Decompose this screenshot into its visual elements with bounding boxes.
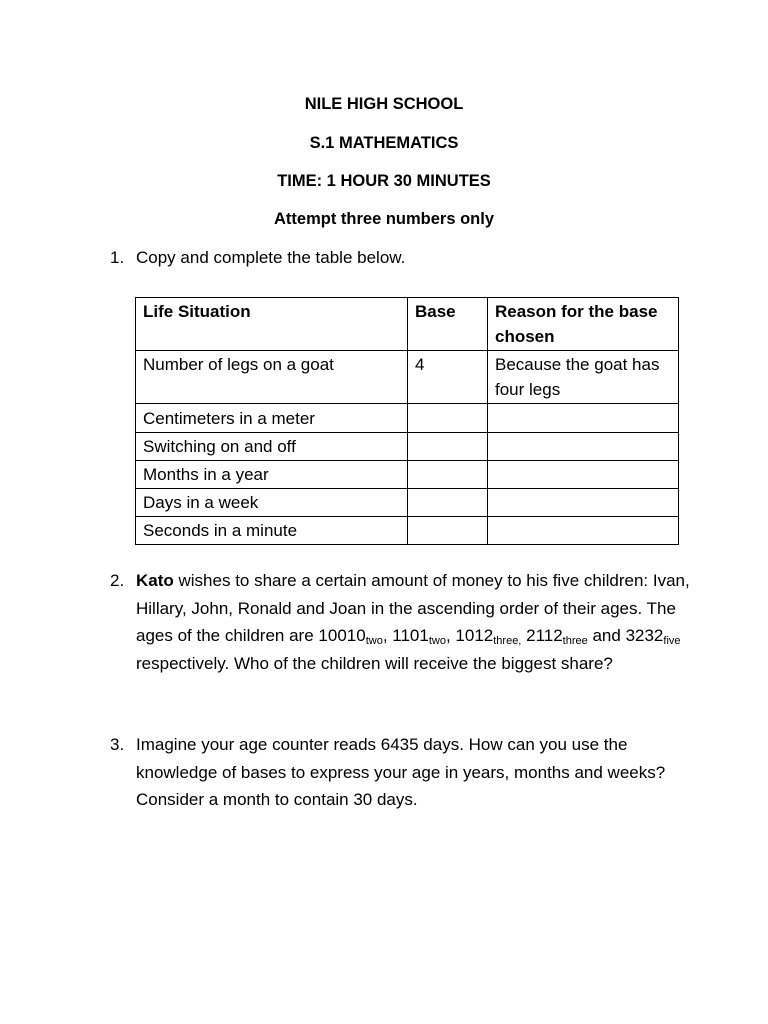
base-subscript: two bbox=[365, 635, 383, 647]
table-header-cell: Base bbox=[408, 298, 488, 351]
table-row bbox=[136, 517, 679, 545]
table-row bbox=[136, 433, 679, 461]
instruction: Attempt three numbers only bbox=[273, 210, 495, 228]
table-row bbox=[136, 404, 679, 433]
question-3 bbox=[110, 731, 690, 814]
age-value: $1101_{two}$ bbox=[392, 626, 446, 647]
question-2 bbox=[110, 567, 690, 677]
question-text bbox=[136, 567, 690, 677]
question-text: Copy and complete the table below. bbox=[136, 248, 406, 267]
question-number: 2. bbox=[110, 571, 125, 590]
table-cell: Seconds in a minute bbox=[136, 517, 408, 545]
table-cell bbox=[488, 404, 679, 433]
table-header-cell: Life Situation bbox=[136, 298, 408, 351]
name-kato: Kato bbox=[136, 571, 174, 590]
question-text-part: respectively. Who of the children will receive the biggest share? bbox=[136, 653, 613, 673]
life-situation-table bbox=[135, 297, 679, 545]
table-row bbox=[136, 489, 679, 517]
table-cell bbox=[408, 461, 488, 489]
question-1 bbox=[110, 244, 690, 272]
table-cell bbox=[408, 489, 488, 517]
table-cell: Switching on and off bbox=[136, 433, 408, 461]
table-cell: Number of legs on a goat bbox=[136, 351, 408, 404]
separator: and bbox=[587, 626, 626, 645]
separator: , bbox=[445, 626, 456, 645]
base-subscript: three, bbox=[493, 635, 522, 647]
table-cell bbox=[488, 461, 679, 489]
table-row bbox=[136, 351, 679, 404]
age-value: $10010_{two}$ bbox=[318, 626, 383, 647]
table-cell: Months in a year bbox=[136, 461, 408, 489]
table-header-row bbox=[136, 298, 679, 351]
question-text: Imagine your age counter reads 6435 days. How can you use the knowledge of bases to express your age in years, months and weeks? bbox=[136, 735, 666, 782]
table-cell bbox=[488, 517, 679, 545]
subject-title: S.1 MATHEMATICS bbox=[309, 134, 459, 152]
table-cell: Because the goat has four legs bbox=[488, 351, 679, 404]
question-number: 1. bbox=[110, 248, 125, 267]
table-cell bbox=[488, 489, 679, 517]
question-text-part: wishes to share a certain amount of money to his five children: Ivan, Hillary, John, Ronald and Joan in the ascending order of their ages. The ages of the children are bbox=[136, 571, 690, 645]
table-cell bbox=[488, 433, 679, 461]
table-header-cell: Reason for the base chosen bbox=[488, 298, 679, 351]
time-allowed: TIME: 1 HOUR 30 MINUTES bbox=[277, 172, 491, 190]
age-value: $3232_{five}$ bbox=[625, 626, 681, 647]
school-name: NILE HIGH SCHOOL bbox=[304, 95, 464, 113]
table-cell bbox=[408, 404, 488, 433]
table-cell: Days in a week bbox=[136, 489, 408, 517]
age-value: $2112_{three}$ bbox=[526, 626, 588, 647]
base-subscript: two bbox=[428, 635, 446, 647]
table-cell: Centimeters in a meter bbox=[136, 404, 408, 433]
table-cell bbox=[408, 433, 488, 461]
table-cell: 4 bbox=[408, 351, 488, 404]
question-number: 3. bbox=[110, 735, 125, 754]
question-note: Consider a month to contain 30 days. bbox=[136, 790, 418, 809]
base-subscript: three bbox=[562, 635, 588, 647]
separator: , bbox=[382, 626, 393, 645]
table-cell bbox=[408, 517, 488, 545]
table-row bbox=[136, 461, 679, 489]
base-subscript: five bbox=[663, 635, 681, 647]
age-value: $1012_{three,}$ bbox=[455, 626, 522, 647]
